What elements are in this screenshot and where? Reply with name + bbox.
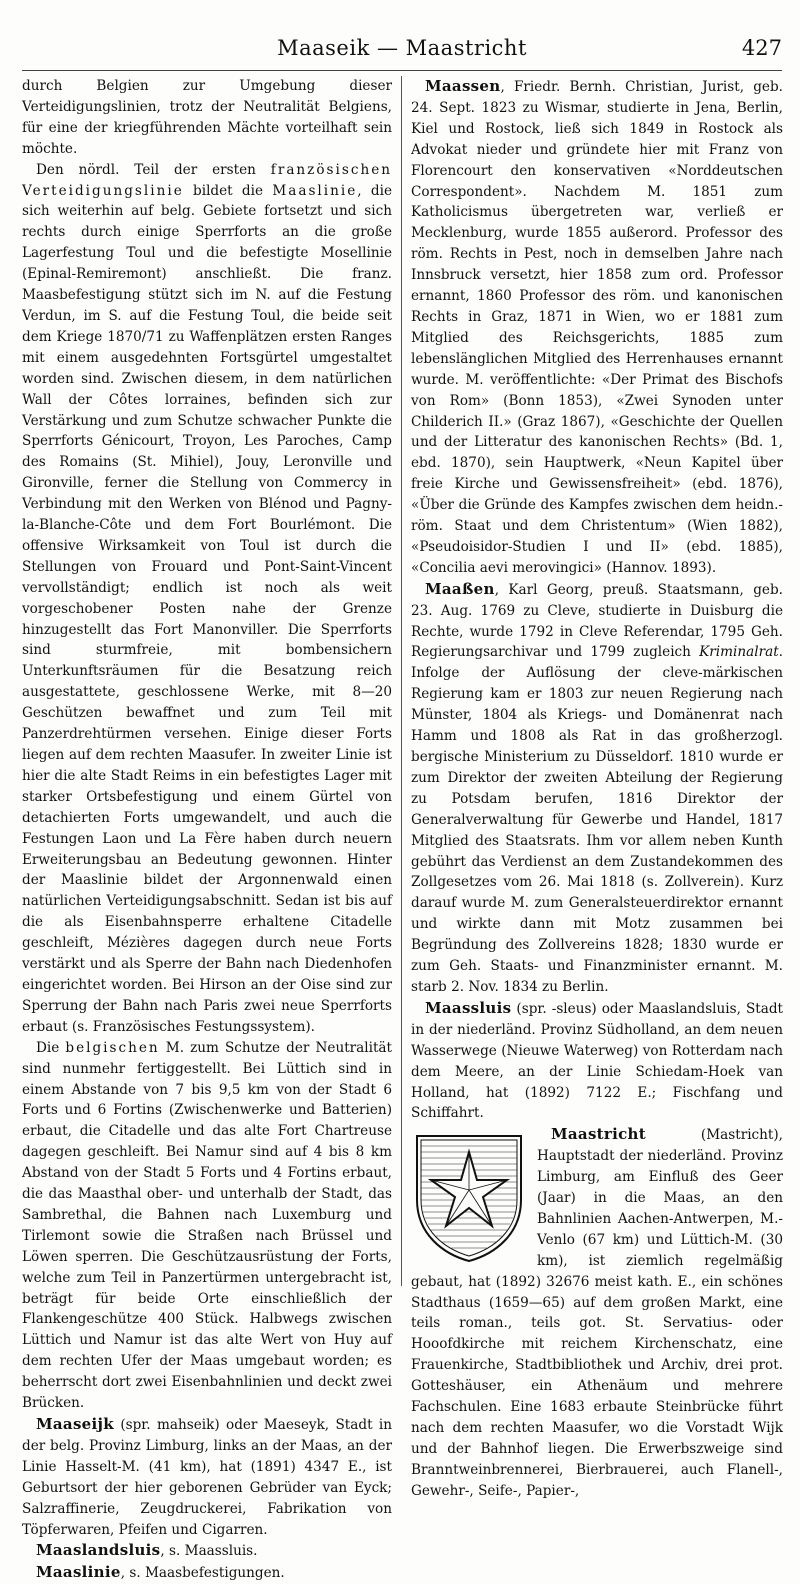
- page-number: 427: [741, 36, 782, 60]
- entry-text: . Infolge der Auflösung der cleve-märkischen Regierung kam er 1803 zur neuen Regierung nach Münster, 1804 als Kriegs- und Domänenrat nach Hamm und 1808 als Rat in das großherzogl. bergische Ministerium zu Düsseldorf. 1810 wurde er zum Direktor der zweiten Abteilung der Regierung zu Potsdam berufen, 1816 Direktor der Generalverwaltung für Gewerbe und Handel, 1817 Mitglied des Staatsrats. Ihm vor allem neben Kunth gebührt das Verdienst an dem Zustandekommen des Zollgesetzes vom 26. Mai 1818 (s. Zollverein). Kurz darauf wurde M. zum Generalsteuerdirektor ernannt und wirkte dann mit Motz zusammen bei Begründung des Zollvereins 1828; 1830 wurde er zum Geh. Staats- und Finanzminister ernannt. M. starb 2. Nov. 1834 zu Berlin.: [411, 644, 783, 995]
- entry-headword: Maassluis: [425, 998, 512, 1017]
- spaced-term: belgischen: [65, 1039, 160, 1056]
- left-paragraph-3: [22, 1038, 392, 1414]
- text-run: , die sich weiterhin auf belg. Gebiete fortsetzt und sich rechts durch einige Sperrforts an die große Lagerfestung Toul und die befestigte Mosellinie (Epinal-Remiremont) anschließt. Die franz. Maasbefestigung stützt sich im N. auf die Festung Verdun, im S. auf die Festung Toul, die beide seit dem Kriege 1870/71 zu Waffenplätzen ersten Ranges mit einem ausgedehnten Fortsgürtel umgestaltet worden sind. Zwischen diesem, in dem natürlichen Wall der Côtes lorraines, befinden sich zur Verstärkung und zum Schutze schwacher Punkte die Sperrforts Génicourt, Troyon, Les Paroches, Camp des Romains (St. Mihiel), Jouy, Leronville und Gironville, ferner die Stellung von Commercy in Verbindung mit den Werken von Blénod und Pagny-la-Blanche-Côte und dem Fort Bourlémont. Die offensive Wirksamkeit von Toul ist durch die Stellungen von Frouard und Pont-Saint-Vincent vervollständigt; endlich ist noch als weit vorgeschobener Posten nahe der Grenze hinzugestellt das Fort Manonviller. Die Sperrforts sind sturmfreie, mit bombensichern Unterkunftsräumen für die Besatzung reich ausgestattete, geschlossene Werke, mit 8—20 Geschützen bewaffnet und zum Teil mit Panzerdrehtürmen versehen. Einige dieser Forts liegen auf dem rechten Maasufer. In zweiter Linie ist hier die alte Stadt Reims in ein befestigtes Lager mit starker Ortsbefestigung und einem Gürtel von detachierten Forts umgewandelt, und auch die Festungen Laon und La Fère haben durch neuern Erweiterungsbau an Bedeutung gewonnen. Hinter der Maaslinie bildet der Argonnenwald einen natürlichen Verteidigungsabschnitt. Sedan ist bis auf die als Eisenbahnsperre erhaltene Citadelle geschleift, Mézières dagegen durch neue Forts verstärkt und als Sperre der Bahn nach Diedenhofen eingerichtet worden. Bei Hirson an der Oise sind zur Sperrung der Bahn nach Paris zwei neue Sperrforts erbaut (s. Französisches Festungssystem).: [22, 182, 392, 1035]
- italic-term: Kriminalrat: [699, 644, 779, 661]
- entry-text: (spr. -sleus) oder Maaslandsluis, Stadt in der niederländ. Provinz Südholland, an dem neuen Wasserwege (Nieuwe Waterweg) von Rotterdam nach dem Meere, an der Linie Schiedam-Hoek van Holland, hat (1892) 7122 E.; Fischfang und Schiffahrt.: [411, 1000, 783, 1122]
- entry-text: , s. Maassluis.: [160, 1543, 258, 1560]
- right-column: [411, 76, 783, 1499]
- header-title: Maaseik — Maastricht: [277, 36, 527, 60]
- entry-headword: Maaslandsluis: [36, 1541, 161, 1560]
- entry-headword: Maaslinie: [36, 1563, 121, 1582]
- entry-text: , Friedr. Bernh. Christian, Jurist, geb. 24. Sept. 1823 zu Wismar, studierte in Jena, Berlin, Kiel und Rostock, ließ sich 1849 in Rostock als Advokat nieder und gründete hier mit Franz von Florencourt den konservativen «Norddeutschen Correspondent». Nachdem M. 1851 zum Katholicismus übergetreten war, verließ er Mecklenburg, wurde 1855 außerord. Professor des röm. Rechts in Pest, noch in demselben Jahre nach Innsbruck versetzt, hier 1858 zum ord. Professor ernannt, 1860 Professor des röm. und kanonischen Rechts in Graz, 1871 in Wien, wo er 1881 zum Mitglied des Reichsgerichts, 1885 zum lebenslänglichen Mitglied des Herrenhauses ernannt wurde. M. veröffentlichte: «Der Primat des Bischofs von Rom» (Bonn 1853), «Zwei Synoden unter Childerich II.» (Graz 1867), «Geschichte der Quellen und der Litteratur des kanonischen Rechts» (Bd. 1, ebd. 1870), sein Hauptwerk, «Neun Kapitel über freie Kirche und Gewissensfreiheit» (ebd. 1876), «Über die Gründe des Kampfes zwischen dem heidn.-röm. Staat und dem Christentum» (Wien 1882), «Pseudoisidor-Studien I und II» (ebd. 1885), «Concilia aevi merovingici» (Hannov. 1893).: [411, 79, 783, 576]
- column-divider: [401, 76, 402, 1286]
- spaced-term: französischen Verteidigungslinie: [22, 161, 392, 199]
- text-run: Die: [36, 1039, 66, 1056]
- entry-text: , Karl Georg, preuß. Staatsmann, geb. 23. Aug. 1769 zu Cleve, studierte in Duisburg die Rechte, wurde 1792 in Cleve Referendar, 1795 Geh. Regierungsarchivar und 1799 zugleich: [411, 581, 783, 661]
- text-run: M. zum Schutze der Neutralität sind nunmehr fertiggestellt. Bei Lüttich sind in einem Abstande von 7 bis 9,5 km von der Stadt 6 Forts und 6 Fortins (Zwischenwerke und Batterien) erbaut, die Citadelle und das alte Fort Chartreuse dagegen geschleift. Bei Namur sind auf 4 bis 8 km Abstand von der Stadt 5 Forts und 4 Fortins erbaut, die das Maasthal ober- und unterhalb der Stadt, das Sambrethal, die Bahnen nach Luxemburg und Tirlemont sowie die Straßen nach Brüssel und Löwen sperren. Die Geschützausrüstung der Forts, welche zum Teil in Panzertürmen untergebracht ist, beträgt für beide Orte einschließlich der Flankengeschütze 400 Stück. Halbwegs zwischen Lüttich und Namur ist das alte Wert von Huy auf dem rechten Ufer der Maas umgebaut worden; es beherrscht dort zwei Eisenbahnlinien und deckt zwei Brücken.: [22, 1039, 392, 1412]
- spaced-term: Maaslinie: [272, 182, 358, 199]
- entry-text: , s. Maasbefestigungen.: [120, 1565, 285, 1582]
- entry-maaseijk: [22, 1414, 392, 1540]
- coat-of-arms-icon: [411, 1130, 527, 1265]
- left-paragraph-1: durch Belgien zur Umgebung dieser Verteidigungslinien, trotz der Neutralität Belgiens, für eine der kriegführenden Mächte vorteilhaft sein möchte.: [22, 78, 392, 157]
- entry-maaslinie: [22, 1562, 392, 1584]
- entry-headword: Maaßen: [425, 579, 495, 598]
- header-rule: [22, 70, 782, 71]
- text-run: Den nördl. Teil der ersten: [36, 161, 271, 178]
- entry-maastricht: [411, 1124, 783, 1501]
- entry-maaslandsluis: [22, 1540, 392, 1562]
- left-paragraph-2: [22, 160, 392, 1038]
- entry-headword: Maaseijk: [36, 1415, 114, 1433]
- entry-maassen-karl: [411, 579, 783, 998]
- left-column: [22, 76, 392, 1582]
- text-run: bildet die: [183, 182, 273, 199]
- entry-headword: Maassen: [425, 77, 501, 95]
- entry-maassen: [411, 76, 783, 579]
- running-header: [22, 36, 782, 66]
- entry-text: (spr. mahseik) oder Maeseyk, Stadt in der belg. Provinz Limburg, links an der Maas, an der Linie Hasselt-M. (41 km), hat (1891) 4347 E., ist Geburtsort der hier geborenen Gebrüder van Eyck; Salzraffinerie, Zeugdruckerei, Fabrikation von Töpferwaren, Pfeifen und Cigarren.: [22, 1417, 392, 1538]
- entry-text: (Mastricht), Hauptstadt der niederländ. Provinz Limburg, am Einfluß des Geer (Jaar) in die Maas, an den Bahnlinien Aachen-Antwerpen, M.-Venlo (67 km) und Lüttich-M. (30 km), ist ziemlich regelmäßig gebaut, hat (1892) 32676 meist kath. E., ein schönes Stadthaus (1659—65) auf dem großen Markt, eine teils roman., teils got. St. Servatius- oder Hooofdkirche mit reichem Kirchenschatz, eine Frauenkirche, Stadtbibliothek und Archiv, drei prot. Gotteshäuser, ein Athenäum und mehrere Fachschulen. Eine 1683 erbaute Steinbrücke führt nach dem rechten Maasufer, wo die Vorstadt Wijk und der Bahnhof liegen. Die Erwerbszweige sind Branntweinbrennerei, Bierbrauerei, auch Flanell-, Gewehr-, Seife-, Papier-,: [411, 1127, 783, 1499]
- entry-maassluis: [411, 998, 783, 1124]
- entry-headword: Maastricht: [551, 1125, 646, 1144]
